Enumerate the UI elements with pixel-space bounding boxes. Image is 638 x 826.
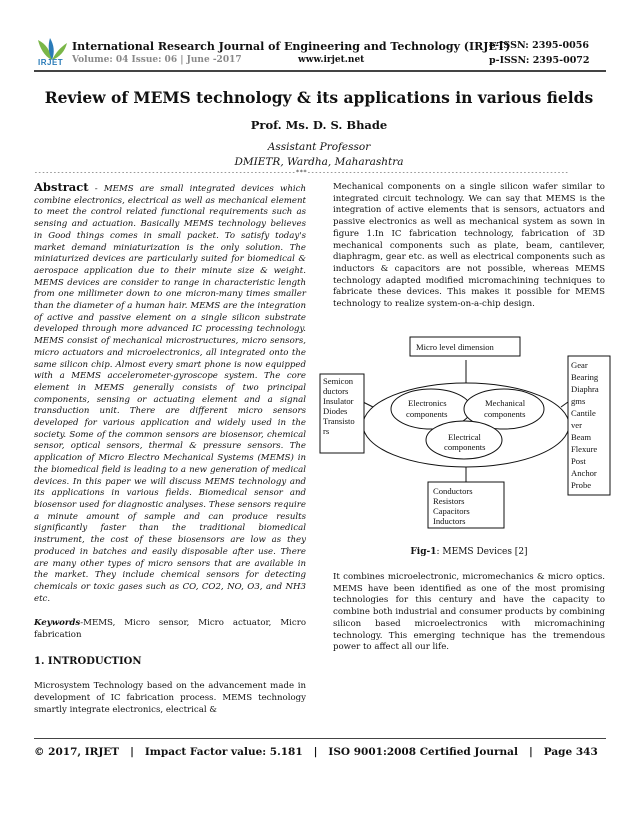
figure-caption xyxy=(333,547,605,557)
right-box-line: ver xyxy=(571,420,582,430)
separator-line: ---------------------------------------------------------------------***--------------------------------------------------------------------- xyxy=(34,169,569,176)
author-institution: DMIETR, Wardha, Maharashtra xyxy=(234,156,404,168)
right-box-line: Beam xyxy=(571,432,592,442)
author-position: Assistant Professor xyxy=(267,141,371,153)
left-box-line: Insulator xyxy=(323,396,354,406)
keywords-label: Keywords xyxy=(34,618,81,629)
journal-website[interactable]: www.irjet.net xyxy=(298,55,365,65)
right-box-line: Diaphra xyxy=(571,384,599,394)
introduction-text: Microsystem Technology based on the advancement made in development of IC fabrication process. MEMS technology smartly integrate electronics, electrical & xyxy=(34,681,306,715)
right-box-line: Bearing xyxy=(571,372,599,382)
right-box-line: Cantile xyxy=(571,408,596,418)
left-box-line: Diodes xyxy=(323,406,348,416)
right-box-line: gms xyxy=(571,396,586,406)
right-box-line: Anchor xyxy=(571,468,597,478)
figure-caption-text: : MEMS Devices [2] xyxy=(436,547,528,557)
keywords-paragraph xyxy=(34,618,306,641)
left-box-line: ductors xyxy=(323,386,349,396)
p-issn: p-ISSN: 2395-0072 xyxy=(489,55,590,66)
right-box-line: Gear xyxy=(571,360,588,370)
electronics-label: Electronics xyxy=(408,398,447,408)
right-column-text-2: It combines microelectronic, micromechanics & micro optics. MEMS have been identified as one of the most promising technologies for this century and have the capacity to combine both industrial and consumer products by combining silicon based microelectronics with micromachining technology. This emerging technique has the tremendous power to affect all our life. xyxy=(333,572,605,653)
bottom-box-line: Inductors xyxy=(433,516,466,526)
journal-name: International Research Journal of Engineering and Technology (IRJET) xyxy=(72,40,511,53)
bottom-box-line: Capacitors xyxy=(433,506,470,516)
footer-divider xyxy=(34,738,606,739)
mechanical-label: Mechanical xyxy=(485,398,526,408)
top-box-label: Micro level dimension xyxy=(416,342,494,352)
left-box-line: Transisto xyxy=(323,416,355,426)
paper-title: Review of MEMS technology & its applications in various fields xyxy=(44,88,594,107)
bottom-box-line: Resistors xyxy=(433,496,465,506)
bottom-box-line: Conductors xyxy=(433,486,473,496)
left-box-line: Semicon xyxy=(323,376,354,386)
right-box-line: Post xyxy=(571,456,586,466)
keywords-text: -MEMS, Micro sensor, Micro actuator, Micro fabrication xyxy=(34,618,306,641)
introduction-heading: 1. INTRODUCTION xyxy=(34,655,142,667)
abstract-paragraph xyxy=(34,182,306,605)
electrical-label: components xyxy=(444,442,486,452)
left-column xyxy=(34,182,306,717)
abstract-text: - MEMS are small integrated devices which combine electronics, electrical as well as mechanical element to meet the control related functional requirements such as sensing and actuation. Basically MEMS technology believes in Good things comes in small packet. To satisfy today's market demand miniaturization is the only solution. The miniaturized devices are particularly suited for biomedical & aerospace application due to their minute size & weight. MEMS devices are consider to range in characteristic length from one millimeter down to one micron-many times smaller than the diameter of a human hair. MEMS are the integration of active and passive element on a single silicon substrate developed through more advanced IC processing technology. MEMS consist of mechanical microstructures, micro sensors, micro actuators and microelectronics, all integrated onto the same silicon chip. Almost every smart phone is now equipped with a MEMS accelerometer-gyroscope system. The core element in MEMS generally consists of two principal components, sensing or actuating element and a signal transduction unit. There are different micro sensors developed for various application and widely used in the society. Some of the common sensors are biosensor, chemical sensor, optical sensors, thermal & pressure sensors. The application of Micro Electro Mechanical Systems (MEMS) in the biomedical field is leading to a new generation of medical devices. In this paper we will discuss MEMS technology and its applications in various fields. Biomedical sensor and biosensor used for diagnostic analyses. These sensors require a minute amount of sample and can produce results significantly faster than the traditional biomedical instrument, the cost of these biosensors are low as they produced in batches and easily disposable after use. There are many other types of micro sensors that are available in the market. They include chemical sensors for detecting chemicals or toxic gases such as CO, CO2, NO, O3, and NH3 etc. xyxy=(34,184,306,604)
figure-caption-label: Fig-1 xyxy=(410,547,437,557)
volume-issue: Volume: 04 Issue: 06 | June -2017 xyxy=(72,55,242,65)
connector-right xyxy=(561,402,568,407)
author-name: Prof. Ms. D. S. Bhade xyxy=(250,118,388,132)
mechanical-label: components xyxy=(484,409,526,419)
electronics-label: components xyxy=(406,409,448,419)
left-box-line: rs xyxy=(323,426,330,436)
mems-devices-figure xyxy=(318,332,612,544)
right-column-text: Mechanical components on a single silicon wafer similar to integrated circuit technology. We can say that MEMS is the integration of active elements that is sensors, actuators and passive electronics as well as mechanical system as sown in figure 1.In IC fabrication technology, fabrication of 3D mechanical components such as plate, beam, cantilever, diaphragm, gear etc. as well as electrical components such as inductors & capacitors are not possible, whereas MEMS technology adapted modified micromachining techniques to fabricate these devices. This makes it possible for MEMS technology to realize system-on-a-chip design. xyxy=(333,182,605,310)
abstract-label: Abstract xyxy=(34,180,89,194)
header-divider xyxy=(34,70,606,72)
right-box-line: Flexure xyxy=(571,444,598,454)
e-issn: e-ISSN: 2395-0056 xyxy=(489,40,589,51)
logo-text: IRJET xyxy=(38,58,64,67)
page-footer: © 2017, IRJET | Impact Factor value: 5.181 | ISO 9001:2008 Certified Journal | Page 343 xyxy=(34,746,598,758)
electrical-label: Electrical xyxy=(448,432,481,442)
right-box-line: Probe xyxy=(571,480,592,490)
mems-diagram xyxy=(318,332,612,544)
